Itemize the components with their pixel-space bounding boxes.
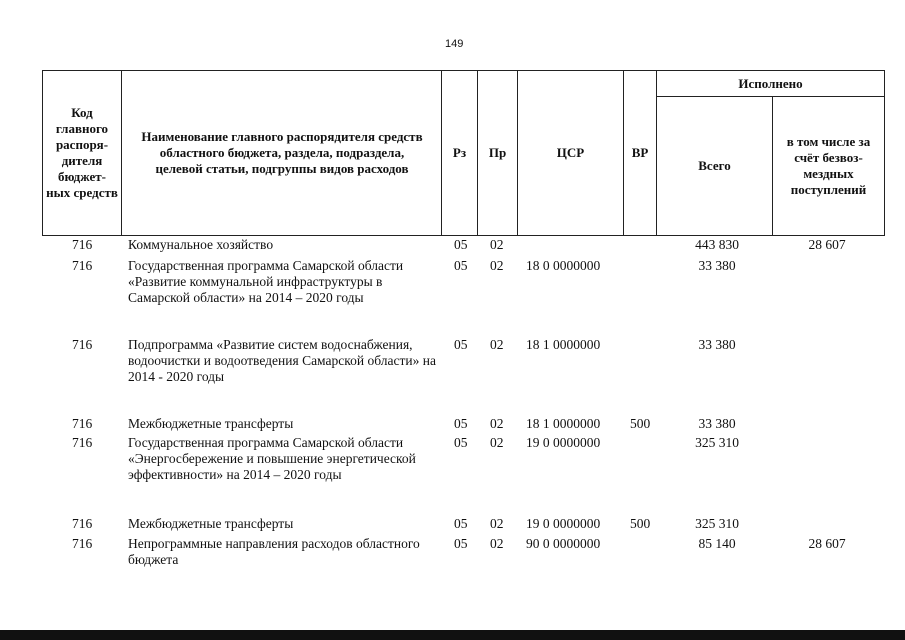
- header-total: Всего: [698, 158, 731, 173]
- row-csr: 18 1 0000000: [526, 416, 601, 431]
- col-border-right: [884, 70, 885, 235]
- row-rz: 05: [454, 435, 468, 450]
- row-vr: 500: [630, 416, 651, 431]
- row-rz: 05: [454, 516, 468, 531]
- row-csr: 19 0 0000000: [526, 435, 601, 450]
- row-rz: 05: [454, 536, 468, 551]
- row-pr: 02: [490, 258, 504, 273]
- row-pr: 02: [490, 516, 504, 531]
- header-rz: Рз: [452, 145, 467, 160]
- header-vr: ВР: [631, 145, 649, 160]
- header-pr: Пр: [488, 145, 507, 160]
- row-pr: 02: [490, 416, 504, 431]
- row-csr: 18 0 0000000: [526, 258, 601, 273]
- header-code: Код главного распоря-дителя бюджет-ных средств: [46, 105, 118, 200]
- row-rz: 05: [454, 237, 468, 252]
- row-total: 33 380: [698, 258, 736, 273]
- row-total: 85 140: [698, 536, 736, 551]
- scan-bottom-edge: [0, 630, 905, 640]
- row-incl: 28 607: [808, 237, 846, 252]
- row-total: 325 310: [695, 516, 739, 531]
- row-rz: 05: [454, 416, 468, 431]
- row-total: 443 830: [695, 237, 739, 252]
- row-incl: 28 607: [808, 536, 846, 551]
- row-code: 716: [72, 337, 93, 352]
- row-csr: 18 1 0000000: [526, 337, 601, 352]
- page-number: 149: [445, 38, 464, 50]
- col-border-code: [121, 70, 122, 235]
- row-code: 716: [72, 416, 93, 431]
- col-border-total: [772, 96, 773, 235]
- row-code: 716: [72, 516, 93, 531]
- header-csr: ЦСР: [556, 145, 585, 160]
- row-code: 716: [72, 237, 93, 252]
- row-name: Межбюджетные трансферты: [128, 516, 294, 531]
- row-code: 716: [72, 258, 93, 273]
- header-bottom-border: [42, 235, 885, 236]
- row-name: Коммунальное хозяйство: [128, 237, 274, 252]
- row-rz: 05: [454, 258, 468, 273]
- row-rz: 05: [454, 337, 468, 352]
- col-border-left: [42, 70, 43, 235]
- header-incl: в том числе за счёт безвоз-мездных поступлений: [786, 134, 871, 197]
- row-pr: 02: [490, 237, 504, 252]
- header-top-border: [42, 70, 885, 71]
- row-vr: 500: [630, 516, 651, 531]
- row-pr: 02: [490, 337, 504, 352]
- row-total: 325 310: [695, 435, 739, 450]
- row-pr: 02: [490, 435, 504, 450]
- row-pr: 02: [490, 536, 504, 551]
- header-name: Наименование главного распорядителя средств областного бюджета, раздела, подраздела, целевой статьи, подгруппы видов расходов: [141, 129, 423, 176]
- row-name: Государственная программа Самарской области «Развитие коммунальной инфраструктуры в Самарской области» на 2014 – 2020 годы: [128, 258, 404, 305]
- row-code: 716: [72, 435, 93, 450]
- row-name: Непрограммные направления расходов областного бюджета: [128, 536, 420, 567]
- row-name: Подпрограмма «Развитие систем водоснабжения, водоочистки и водоотведения Самарской области» на 2014 - 2020 годы: [128, 337, 436, 384]
- row-name: Межбюджетные трансферты: [128, 416, 294, 431]
- header-executed: Исполнено: [738, 76, 803, 91]
- row-code: 716: [72, 536, 93, 551]
- row-total: 33 380: [698, 416, 736, 431]
- row-name: Государственная программа Самарской области «Энергосбережение и повышение энергетической эффективности» на 2014 – 2020 годы: [128, 435, 416, 482]
- row-csr: 90 0 0000000: [526, 536, 601, 551]
- row-total: 33 380: [698, 337, 736, 352]
- row-csr: 19 0 0000000: [526, 516, 601, 531]
